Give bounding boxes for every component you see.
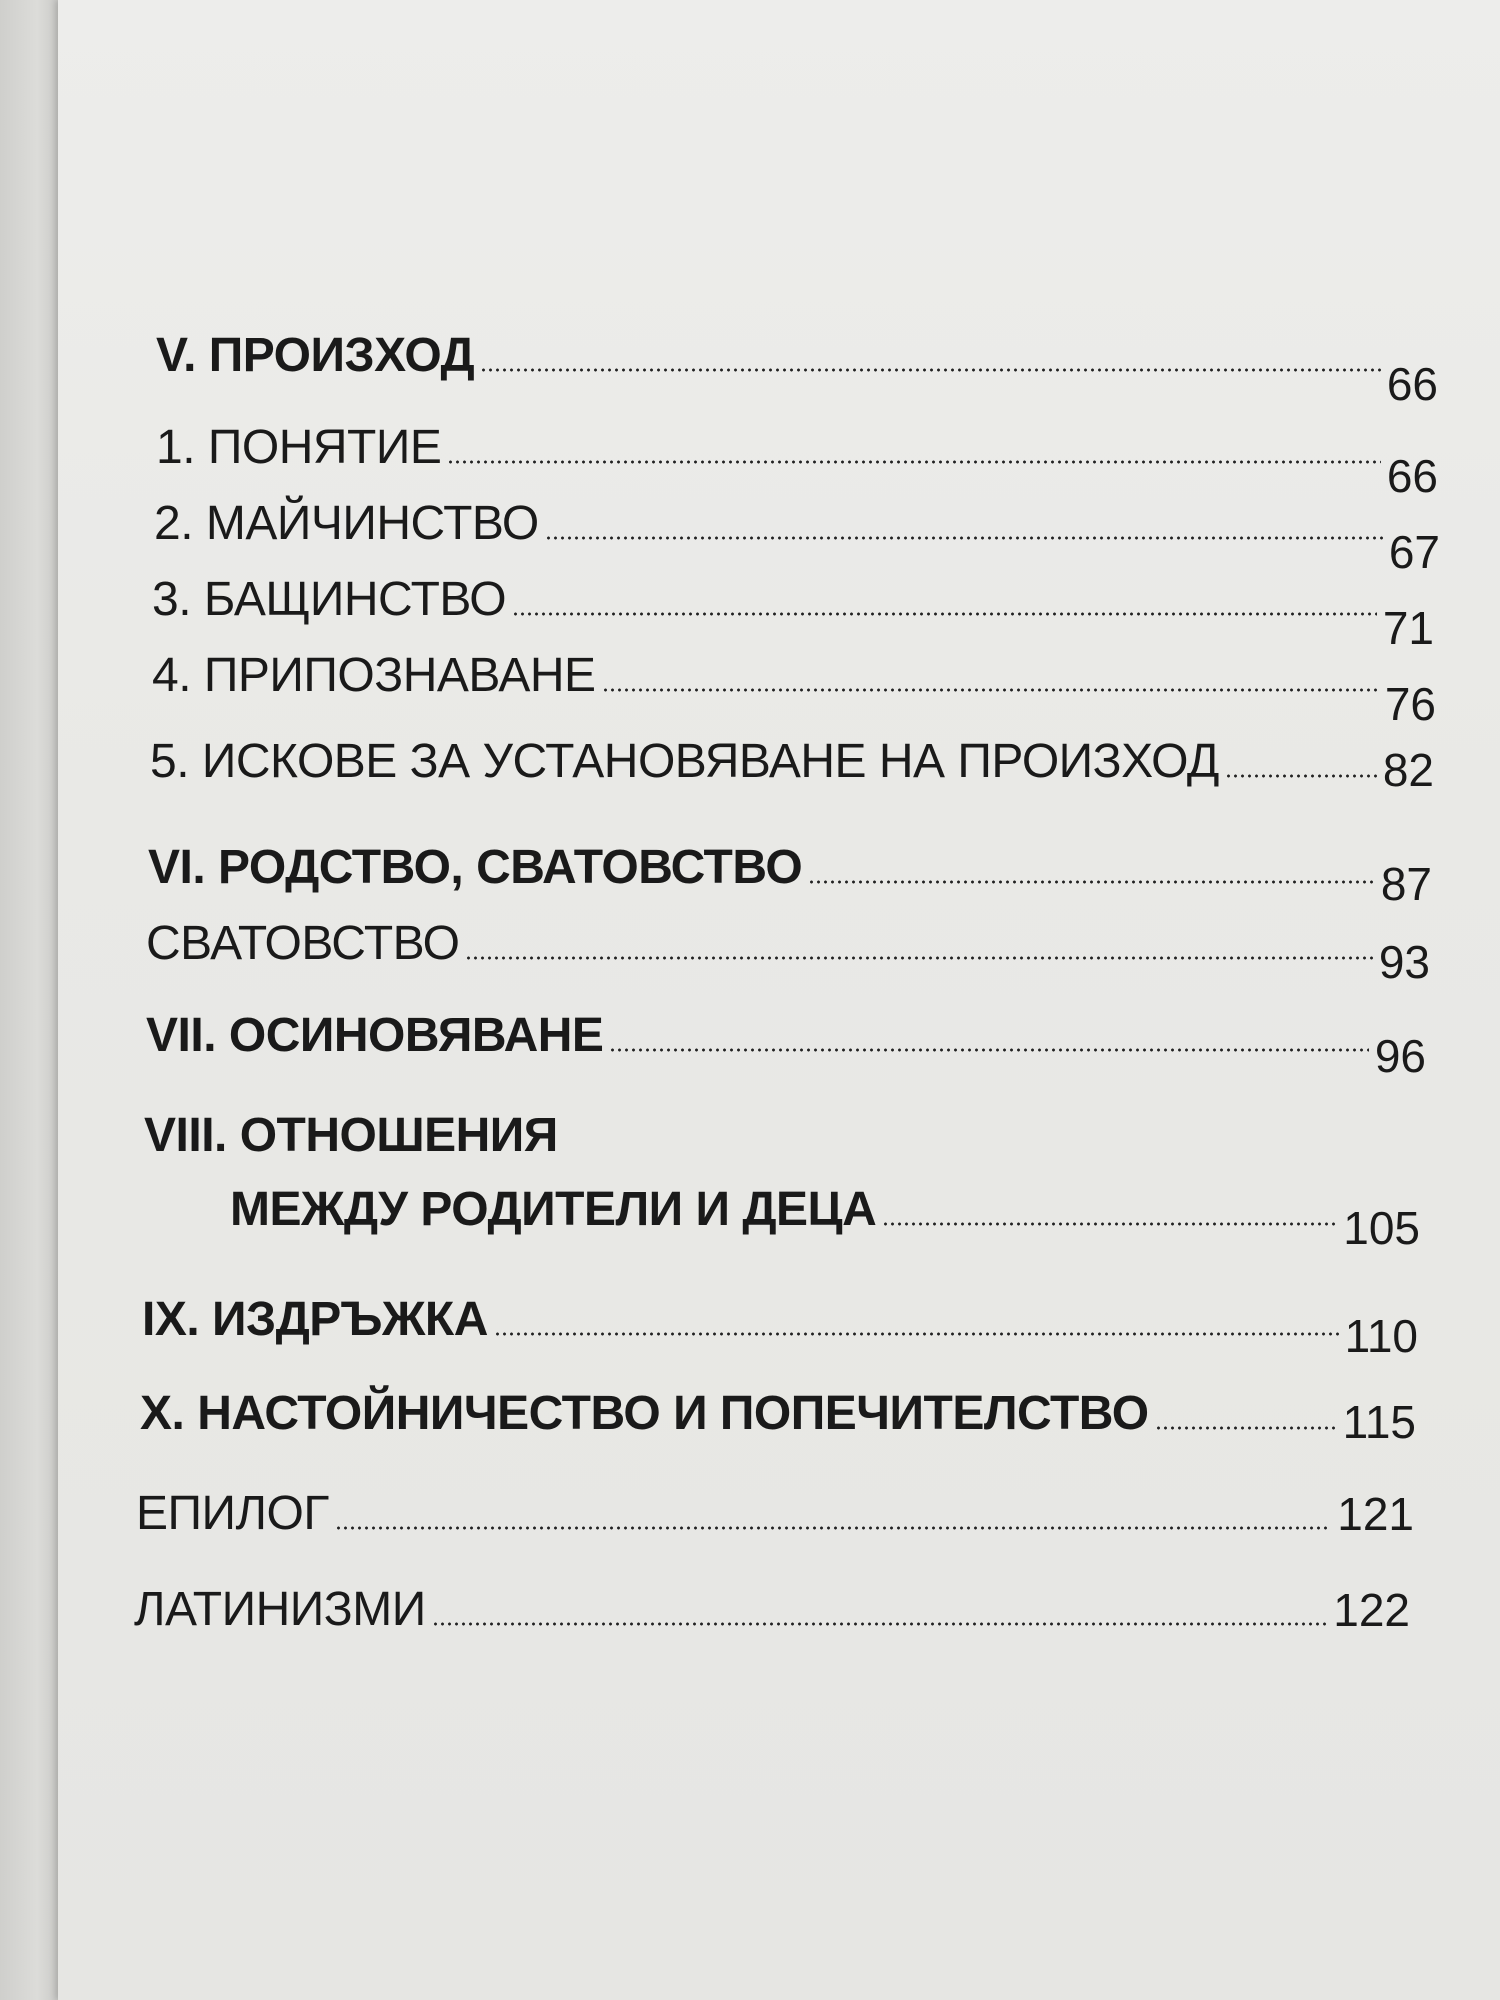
- dot-leader: [480, 368, 1381, 372]
- dot-leader: [808, 880, 1375, 884]
- toc-entry-5-5: [150, 730, 1434, 796]
- dot-leader: [432, 1622, 1328, 1626]
- toc-entry-page: 122: [1333, 1584, 1410, 1636]
- toc-entry-page: 66: [1386, 450, 1438, 502]
- toc-entry-label: 4. ПРИПОЗНАВАНЕ: [152, 649, 596, 702]
- toc-entry-5-3: [152, 568, 1434, 654]
- toc-entry-chapter-5: [156, 324, 1438, 410]
- page-edge: [0, 0, 62, 2000]
- toc-entry-page: 76: [1384, 678, 1436, 730]
- book-page: [58, 0, 1500, 2000]
- toc-entry-6-1: [146, 912, 1430, 988]
- toc-entry-label: ЕПИЛОГ: [136, 1487, 329, 1540]
- toc-entry-chapter-10: [140, 1382, 1416, 1448]
- dot-leader: [545, 536, 1383, 540]
- toc-entry-label: 5. ИСКОВЕ ЗА УСТАНОВЯВАНЕ НА ПРОИЗХОД: [150, 735, 1219, 788]
- toc-entry-page: 121: [1337, 1488, 1414, 1540]
- dot-leader: [494, 1332, 1339, 1336]
- toc-entry-page: 66: [1386, 358, 1438, 410]
- toc-entry-chapter-9: [142, 1288, 1418, 1362]
- toc-entry-chapter-6: [148, 836, 1432, 910]
- dot-leader: [465, 956, 1372, 960]
- dot-leader: [1225, 774, 1377, 778]
- dot-leader: [447, 460, 1380, 464]
- toc-entry-page: 67: [1388, 526, 1440, 578]
- toc-entry-page: 105: [1343, 1202, 1420, 1254]
- toc-entry-label-line1: VIII. ОТНОШЕНИЯ: [144, 1109, 558, 1162]
- toc-entry-5-4: [152, 644, 1436, 730]
- toc-entry-chapter-7: [146, 1004, 1426, 1082]
- toc-entry-label: МЕЖДУ РОДИТЕЛИ И ДЕЦА: [230, 1183, 877, 1236]
- dot-leader: [609, 1048, 1368, 1052]
- dot-leader: [1155, 1426, 1337, 1430]
- toc-entry-latinisms: [134, 1578, 1410, 1638]
- table-of-contents: [58, 0, 1500, 2000]
- toc-entry-page: 96: [1374, 1030, 1426, 1082]
- toc-entry-page: 82: [1382, 744, 1434, 796]
- toc-entry-5-1: [156, 416, 1438, 502]
- dot-leader: [512, 612, 1377, 616]
- toc-entry-label: 2. МАЙЧИНСТВО: [154, 497, 539, 550]
- toc-entry-5-2: [154, 492, 1440, 578]
- toc-entry-label: СВАТОВСТВО: [146, 917, 460, 970]
- toc-entry-page: 115: [1342, 1396, 1416, 1448]
- toc-entry-page: 110: [1344, 1310, 1418, 1362]
- toc-entry-epilogue: [136, 1482, 1414, 1542]
- toc-entry-label: IX. ИЗДРЪЖКА: [142, 1293, 488, 1346]
- toc-entry-page: 87: [1380, 858, 1432, 910]
- toc-entry-label: X. НАСТОЙНИЧЕСТВО И ПОПЕЧИТЕЛСТВО: [140, 1387, 1149, 1440]
- toc-entry-label: 3. БАЩИНСТВО: [152, 573, 507, 626]
- dot-leader: [882, 1222, 1337, 1226]
- toc-entry-label: V. ПРОИЗХОД: [156, 329, 475, 382]
- toc-entry-label: ЛАТИНИЗМИ: [134, 1583, 426, 1636]
- toc-entry-label: VII. ОСИНОВЯВАНЕ: [146, 1009, 604, 1062]
- dot-leader: [602, 688, 1379, 692]
- toc-entry-chapter-8-line2: [230, 1178, 1420, 1254]
- toc-entry-page: 71: [1382, 602, 1434, 654]
- toc-entry-label: VI. РОДСТВО, СВАТОВСТВО: [148, 841, 803, 894]
- toc-entry-label: 1. ПОНЯТИЕ: [156, 421, 442, 474]
- dot-leader: [335, 1526, 1331, 1530]
- toc-entry-page: 93: [1378, 936, 1430, 988]
